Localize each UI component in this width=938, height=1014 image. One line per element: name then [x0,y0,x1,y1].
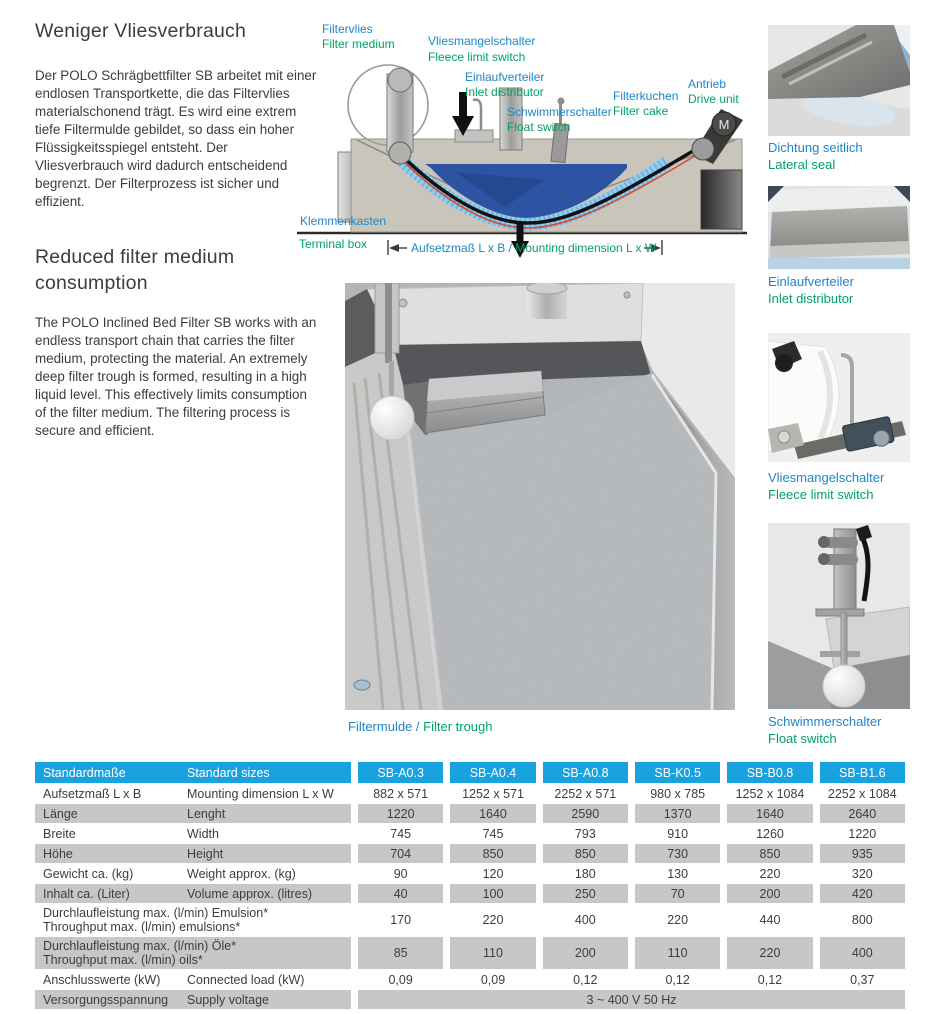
table-model-header: SB-B1.6 [820,762,905,783]
top-panel [367,283,643,345]
left-pulley [389,142,411,164]
row-label-en: Lenght [187,806,226,821]
row-value-cell: 1640 [727,804,812,823]
row-value-cell: 440 [759,913,781,927]
row-label-block [35,884,351,903]
table-row [35,864,905,883]
row-value-cell: 980 x 785 [650,786,706,801]
row-value-cell: 745 [390,826,412,841]
float-knob [558,98,565,105]
row-value-cell: 90 [393,866,408,881]
float-ball [823,665,865,707]
left-text-column [35,20,320,440]
caption-de: Einlaufverteiler [768,274,854,289]
table-model-header: SB-A0.8 [543,762,628,783]
row-value-cell: 2252 x 1084 [827,786,897,801]
row-value-cell: 793 [574,826,596,841]
row-value-cell: 200 [543,937,628,969]
row-label-en: Height [187,846,224,861]
row-value-cell: 1260 [756,826,784,841]
row-value-cell: 40 [358,884,443,903]
paragraph-german: Der POLO Schrägbettfilter SB arbeitet mit einer endlosen Transportkette, die das Filtervlies materialschonend trägt. Es wird eine extrem tiefe Filtermulde gebildet, so dass ein hoher Flüssigkeitsspiegel entsteht. Der Vliesverbrauch wird dadurch entscheidend begrenzt. Der Filterprozess ist sicher und effizient. [35,68,317,209]
row-value-cell: 0,12 [757,972,783,987]
row-value-cell: 0,12 [665,972,690,987]
table-row [35,844,905,863]
drive-pulley [692,138,714,160]
row-label-de: Versorgungsspannung [43,992,169,1007]
label-vliesmangel-de: Vliesmangelschalter [428,34,536,48]
row-value-cell: 110 [635,937,720,969]
row-value-cell: 0,37 [850,972,875,987]
caption-de: Filtermulde / [348,719,424,734]
lower-plate [820,651,860,657]
row-value-cell: 110 [450,937,535,969]
side-caption-4 [768,714,881,747]
row-value-cell: 850 [450,844,535,863]
float-switch-photo [768,523,910,709]
row-value-cell: 0,09 [480,972,506,987]
table-row [35,804,905,823]
label-vliesmangel-en: Fleece limit switch [428,50,526,64]
row-value-cell: 130 [667,866,689,881]
label-schwimmer-en: Float switch [507,120,571,134]
standard-sizes-table [35,762,905,1010]
row-value-cell: 120 [482,866,504,881]
label-einlauf-en: Inlet distributor [465,85,544,99]
label-klemmen-de: Klemmenkasten [300,214,387,228]
row-label-en: Width [187,826,219,841]
caption-de: Dichtung seitlich [768,140,863,155]
paragraph-english: The POLO Inclined Bed Filter SB works with an endless transport chain that carries the filter medium, protecting the material. An extremely deep filter trough is formed, resulting in a high liquid level. This effectively limits consumption of the filter medium. The filtering process is secure and efficient. [35,315,317,438]
row-value-cell: 0,09 [388,972,413,987]
label-klemmen-en: Terminal box [299,237,368,251]
row-value-cell: 745 [482,826,504,841]
row-value-cell: 170 [390,913,412,927]
row-label-en: Volume approx. (litres) [187,886,313,901]
row-label-de: Durchlaufleistung max. (l/min) Öle* [43,938,237,953]
top-roller [388,68,412,92]
row-label-block [35,804,351,823]
row-label-block [35,824,351,843]
table-row [35,784,905,803]
row-label-en: Mounting dimension L x W [187,786,334,801]
motor-letter: M [718,117,730,132]
row-value-cell: 220 [482,913,504,927]
row-value-cell: 935 [820,844,905,863]
table-row [35,970,905,989]
row-value-cell: 882 x 571 [373,786,429,801]
screw-hole [399,299,407,307]
heading-english: Reduced filter medium consumption [35,246,235,294]
row-value-cell: 2590 [543,804,628,823]
lateral-seal-photo [768,25,910,136]
label-einlauf-de: Einlaufverteiler [465,70,545,84]
label-schwimmer-de: Schwimmerschalter [507,105,612,119]
row-label-de: Gewicht ca. (kg) [43,866,134,881]
table-header-en: Standard sizes [187,765,270,780]
row-label-block [35,784,351,803]
row-span-value: 3 ~ 400 V 50 Hz [358,990,905,1009]
row-value-cell: 70 [635,884,720,903]
row-label-de: Länge [43,806,78,821]
row-label-en: Weight approx. (kg) [187,866,296,881]
side-caption-3 [768,470,884,503]
caption-en: Lateral seal [768,156,836,172]
table-row [35,884,905,903]
row-value-cell: 910 [667,826,689,841]
row-label-en: Throughput max. (l/min) emulsions* [43,920,241,934]
table-header-label-block [35,762,351,783]
table-header-row [35,762,905,783]
dimension-label: Aufsetzmaß L x B / Mounting dimension L x W [411,241,657,255]
table-model-header: SB-K0.5 [635,762,720,783]
table-row [35,904,905,936]
label-antrieb-de: Antrieb [688,77,727,91]
row-label-block [35,844,351,863]
row-value-cell: 850 [727,844,812,863]
row-value-cell: 2252 x 571 [554,786,617,801]
row-value-cell: 1252 x 571 [462,786,524,801]
caption-en: Filter trough [423,719,493,734]
table-row [35,824,905,843]
row-label-block [35,990,351,1009]
label-filtervlies-en: Filter medium [322,37,395,51]
table-model-header: SB-B0.8 [727,762,812,783]
side-caption-1 [768,140,863,173]
clamp-knob [775,354,793,372]
bolt [778,431,790,443]
filter-trough-photo [345,283,735,710]
table-row [35,937,905,969]
table-header-de: Standardmaße [43,765,126,780]
float-bracket-rail [385,283,392,363]
table-row [35,990,905,1009]
row-label-de: Durchlaufleistung max. (l/min) Emulsion* [43,905,269,920]
row-label-block [35,970,351,989]
row-label-block [35,937,351,969]
row-label-de: Breite [43,826,76,841]
row-value-cell: 400 [820,937,905,969]
roller-bottom-end [818,553,830,565]
row-value-cell: 420 [820,884,905,903]
row-value-cell: 1220 [848,826,877,841]
float-rod [389,361,394,401]
row-label-de: Höhe [43,846,73,861]
fleece-limit-switch-photo [768,333,910,462]
row-value-cell: 730 [635,844,720,863]
filter-schematic-diagram [295,12,750,264]
row-value-cell: 1370 [635,804,720,823]
label-filterkuchen-de: Filterkuchen [613,89,679,103]
row-value-cell: 400 [574,913,596,927]
row-value-cell: 220 [759,866,781,881]
row-value-cell: 220 [667,913,689,927]
table-model-header: SB-A0.4 [450,762,535,783]
inlet-distributor-photo [768,186,910,269]
row-label-de: Anschlusswerte (kW) [43,972,161,987]
row-value-cell: 180 [574,866,596,881]
row-value-cell: 800 [851,913,873,927]
clamp-detail [354,680,370,690]
caption-de: Schwimmerschalter [768,714,882,729]
float-ball [370,396,414,440]
row-label-en: Supply voltage [187,992,270,1007]
row-value-cell: 85 [358,937,443,969]
row-value-cell: 850 [543,844,628,863]
row-label-block [35,864,351,883]
row-value-cell: 0,12 [573,972,598,987]
row-value-cell: 220 [727,937,812,969]
caption-en: Inlet distributor [768,290,854,306]
side-caption-2 [768,274,854,307]
row-label-de: Aufsetzmaß L x B [43,786,142,801]
row-value-cell: 1220 [358,804,443,823]
blue-glow [768,258,910,269]
row-value-cell: 320 [851,866,873,881]
screw-hole-2 [624,292,630,298]
label-filtervlies-de: Filtervlies [322,22,373,36]
dim-arrow-left [389,244,399,252]
row-value-cell: 250 [543,884,628,903]
motor-box [701,170,742,229]
row-value-cell: 2640 [820,804,905,823]
label-filterkuchen-en: Filter cake [613,104,669,118]
limit-switch-hook [473,100,481,134]
row-value-cell: 200 [727,884,812,903]
roller-top-end [818,536,830,548]
cross-plate [816,609,864,616]
caption-en: Fleece limit switch [768,486,874,502]
heading-german: Weniger Vliesverbrauch [35,20,247,42]
main-photo-caption [348,719,493,736]
row-label-block [35,904,351,936]
row-label-en: Connected load (kW) [187,972,305,987]
label-antrieb-en: Drive unit [688,92,739,106]
row-value-cell: 100 [450,884,535,903]
caption-de: Vliesmangelschalter [768,470,885,485]
table-model-header: SB-A0.3 [358,762,443,783]
caption-en: Float switch [768,730,837,746]
row-label-de: Inhalt ca. (Liter) [43,886,130,901]
row-value-cell: 704 [358,844,443,863]
row-value-cell: 1640 [450,804,535,823]
cylinder-top [527,283,567,294]
row-label-en: Throughput max. (l/min) oils* [43,953,203,967]
row-value-cell: 1252 x 1084 [735,786,805,801]
